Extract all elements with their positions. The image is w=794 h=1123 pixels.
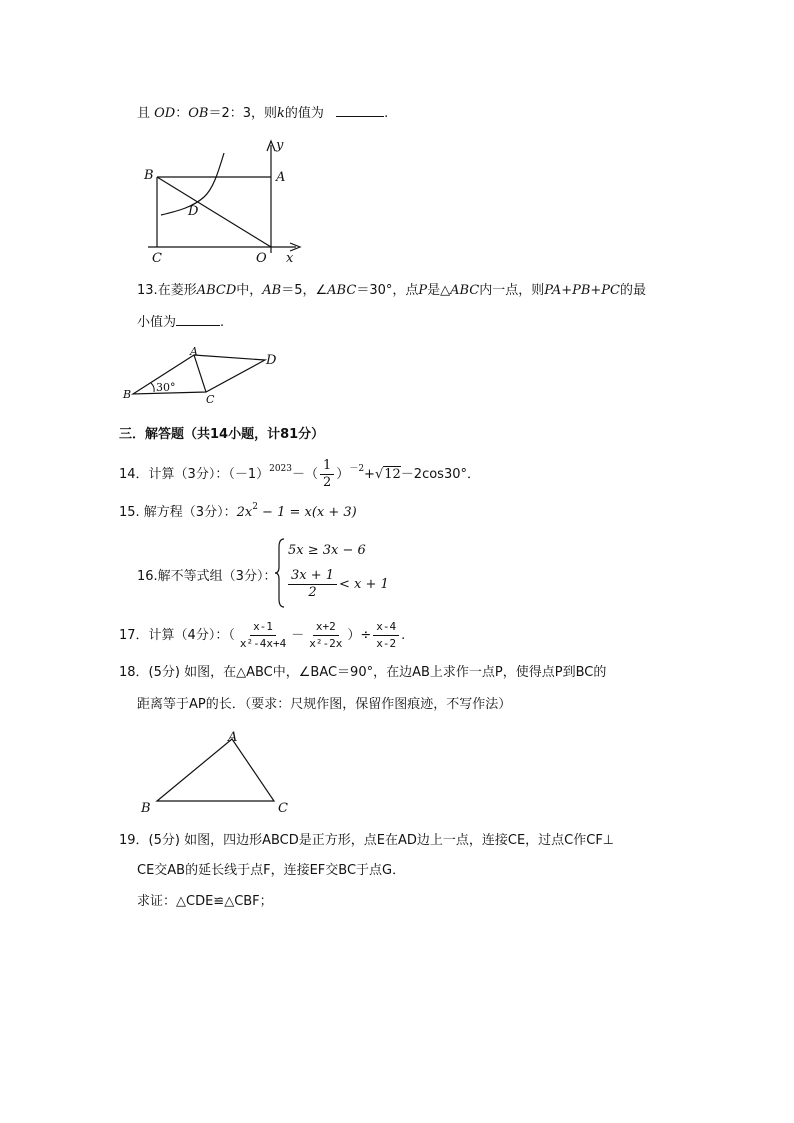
q16-label: 16.解不等式组（3分）：	[137, 569, 277, 584]
label-B: B	[141, 801, 151, 816]
label-D: D	[188, 204, 199, 219]
q18-line2: 距离等于AP的长．（要求：尺规作图，保留作图痕迹，不写作法）	[137, 697, 512, 712]
fraction-3x-plus-1-over-2: $\frac{3x + 1}{2}$	[288, 569, 337, 600]
label-C: C	[206, 393, 215, 405]
figure-rhombus	[118, 343, 283, 405]
q15-text: 15. 解方程（3分）：$2x^2 - 1 = x(x + 3)$	[119, 502, 357, 520]
label-A: A	[228, 730, 238, 745]
fraction-1: $\frac{x-1}{\text{x²-4x+4}}$	[239, 620, 287, 650]
label-y: y	[276, 138, 284, 153]
label-A: A	[190, 345, 198, 358]
figure-triangle	[135, 728, 300, 818]
q17-text: 17．计算（4分）：（ $\frac{x-1}{\text{x²-4x+4}}$ － $\frac{x+2}{\text{x²-2x}}$ ）÷ $\frac{x-4}{x-2}$ .	[119, 620, 406, 650]
answer-blank	[176, 313, 220, 326]
q14-text: 14．计算（3分）：$(-1)^{2023}-$（ $\frac{1}{2}$ ）$^{-2}$+√12－2cos30°．	[119, 458, 480, 490]
q16-inequality-2: $\frac{3x + 1}{2}$ < x + 1	[286, 569, 389, 600]
q19-line2: CE交AB的延长线于点F，连接EF交BC于点G．	[137, 863, 406, 878]
q16-inequality-1: 5x ≥ 3x − 6	[288, 543, 366, 558]
label-O: O	[256, 251, 267, 266]
sqrt-symbol: √	[374, 467, 384, 482]
fraction-3: $\frac{x-4}{x-2}$	[373, 620, 399, 651]
label-A: A	[276, 170, 286, 185]
label-C: C	[278, 801, 288, 816]
figure-rectangle-hyperbola	[138, 135, 308, 270]
label-B: B	[123, 388, 132, 401]
q19-line1: 19．(5分) 如图，四边形ABCD是正方形，点E在AD边上一点，连接CE，过点C作CF⊥	[119, 833, 615, 848]
q13-line1: 13.在菱形ABCD中，AB＝5，∠ABC＝30°，点P是△ABC内一点，则PA+PB+PC的最	[137, 283, 647, 298]
brace-icon	[274, 537, 286, 609]
label-C: C	[152, 251, 162, 266]
angle-arc	[151, 383, 154, 392]
q13-line2: 小值为 .	[137, 315, 225, 330]
triangle-outline	[157, 739, 274, 801]
diagonal-ac	[194, 355, 206, 392]
q12-text: 且 OD：OB＝2：3，则k的值为 .	[137, 106, 389, 121]
fraction-2: $\frac{x+2}{\text{x²-2x}}$	[309, 620, 343, 650]
label-angle-30: 30°	[156, 381, 176, 394]
label-B: B	[144, 168, 154, 183]
rhombus-outline	[133, 355, 265, 394]
label-D: D	[266, 353, 277, 368]
q19-line3: 求证：△CDE≌△CBF；	[137, 894, 273, 909]
answer-blank	[336, 104, 384, 117]
fraction-one-half: $\frac{1}{2}$	[320, 459, 334, 490]
q18-line1: 18．(5分) 如图，在△ABC中，∠BAC＝90°，在边AB上求作一点P，使得点P到BC的	[119, 665, 607, 680]
label-x: x	[286, 251, 294, 266]
section-three-heading: 三．解答题（共14小题，计81分）	[119, 427, 325, 442]
